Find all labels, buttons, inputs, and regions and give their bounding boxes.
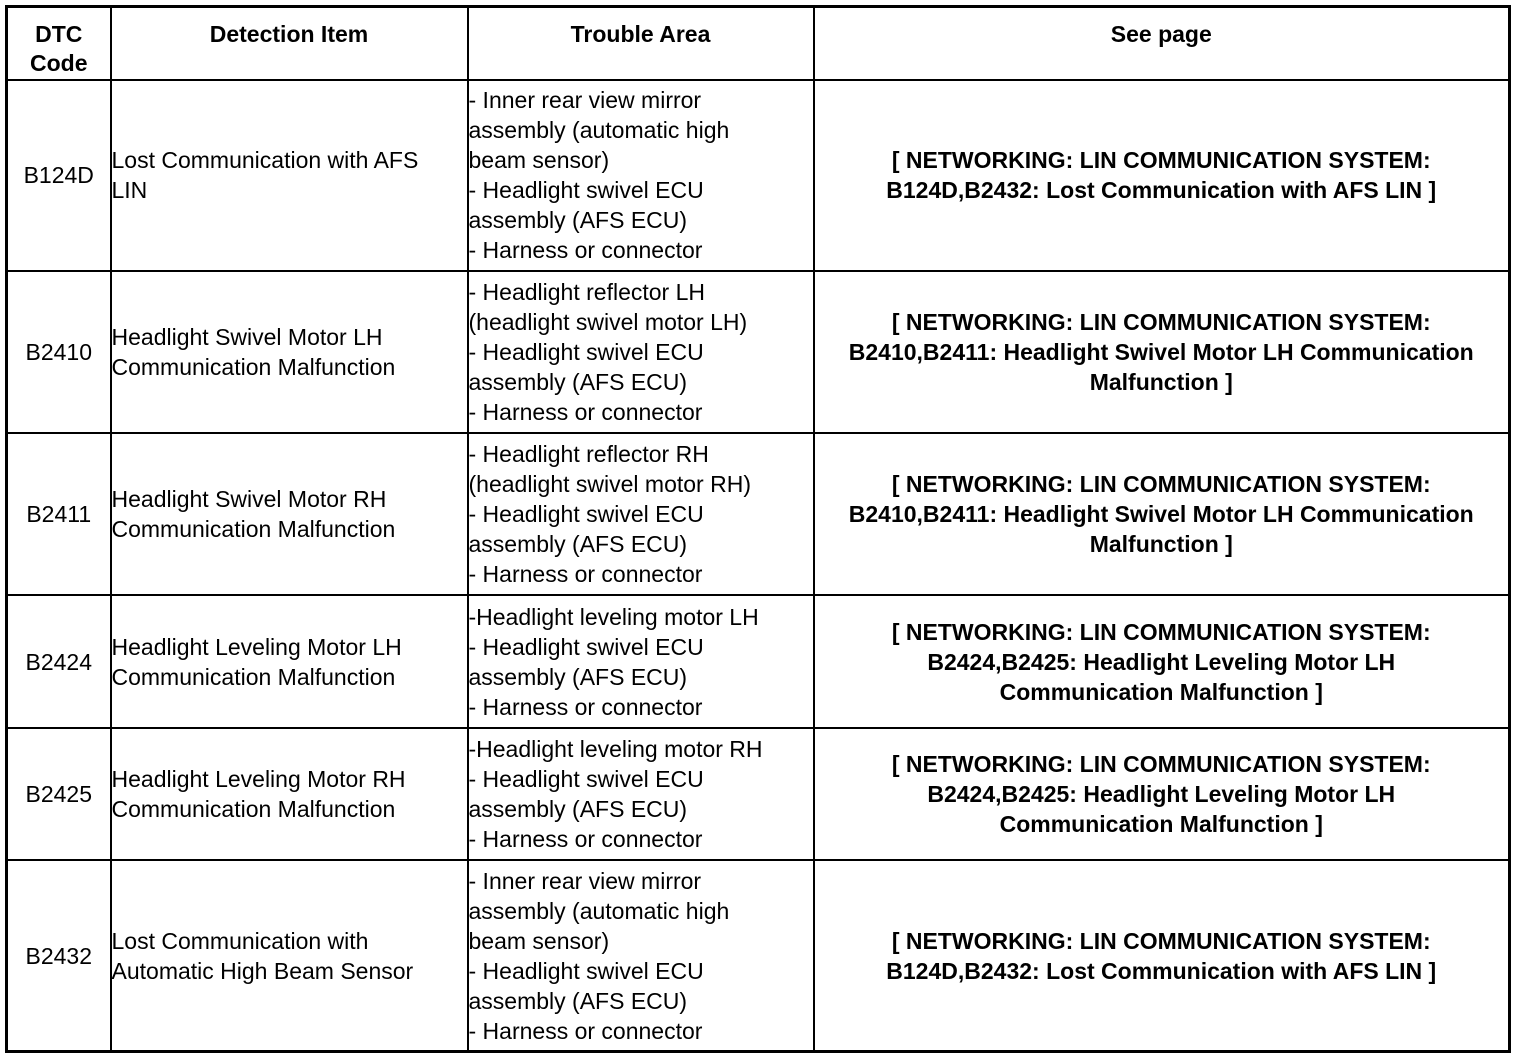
text-line: Headlight Leveling Motor RH [111, 766, 406, 793]
text-line: B124D,B2432: Lost Communication with AFS LIN ] [886, 177, 1437, 204]
trouble-area-cell [468, 860, 814, 1051]
text-line: Headlight Leveling Motor LH [111, 633, 402, 660]
detection-item-cell [111, 728, 468, 860]
table-row [7, 271, 1510, 433]
text-line: B2410,B2411: Headlight Swivel Motor LH Communication [848, 338, 1474, 365]
detection-item-cell [111, 595, 468, 728]
text-line: - Harness or connector [468, 560, 703, 587]
text-line: - Inner rear view mirror [468, 87, 702, 114]
text-line: (headlight swivel motor LH) [468, 308, 748, 335]
text-line: assembly (AFS ECU) [468, 663, 688, 690]
trouble-area-cell [468, 271, 814, 433]
text-line: beam sensor) [468, 147, 610, 174]
detection-item-cell [111, 860, 468, 1051]
detection-item-cell [111, 433, 468, 595]
table-row [7, 433, 1510, 595]
text-line: [ NETWORKING: LIN COMMUNICATION SYSTEM: [891, 470, 1431, 497]
text-line: - Headlight swivel ECU [468, 766, 704, 793]
text-line: - Headlight swivel ECU [468, 500, 704, 527]
dtc-code-cell: B2410 [7, 271, 111, 433]
text-line: - Harness or connector [468, 1017, 703, 1044]
text-line: [ NETWORKING: LIN COMMUNICATION SYSTEM: [891, 618, 1431, 645]
header-detection-item: Detection Item [111, 7, 468, 80]
text-line: Automatic High Beam Sensor [111, 957, 414, 984]
text-line: Communication Malfunction [111, 353, 396, 380]
text-line: - Headlight reflector RH [468, 440, 709, 467]
text-line: [ NETWORKING: LIN COMMUNICATION SYSTEM: [891, 927, 1431, 954]
text-line: assembly (automatic high [468, 897, 730, 924]
text-line: - Harness or connector [468, 826, 703, 853]
trouble-area-cell [468, 80, 814, 271]
text-line: - Harness or connector [468, 398, 703, 425]
text-line: B2424,B2425: Headlight Leveling Motor LH [927, 648, 1396, 675]
text-line: - Inner rear view mirror [468, 867, 702, 894]
text-line: [ NETWORKING: LIN COMMUNICATION SYSTEM: [891, 308, 1431, 335]
trouble-area-cell [468, 728, 814, 860]
header-see-page: See page [814, 7, 1510, 80]
text-line: Communication Malfunction ] [999, 811, 1323, 838]
header-trouble-area: Trouble Area [468, 7, 814, 80]
dtc-code-cell: B2424 [7, 595, 111, 728]
table-row [7, 595, 1510, 728]
trouble-area-cell [468, 433, 814, 595]
text-line: - Harness or connector [468, 237, 703, 264]
text-line: assembly (AFS ECU) [468, 796, 688, 823]
text-line: Headlight Swivel Motor RH [111, 485, 387, 512]
text-line: Malfunction ] [1089, 368, 1233, 395]
header-dtc-code [7, 7, 111, 80]
text-line: assembly (AFS ECU) [468, 987, 688, 1014]
text-line: beam sensor) [468, 927, 610, 954]
text-line: - Headlight swivel ECU [468, 957, 704, 984]
text-line: Communication Malfunction [111, 796, 396, 823]
text-line: Lost Communication with [111, 927, 369, 954]
table-row [7, 728, 1510, 860]
trouble-area-cell [468, 595, 814, 728]
text-line: - Headlight reflector LH [468, 278, 705, 305]
header-label: DTC Code [30, 21, 88, 76]
text-line: -Headlight leveling motor LH [468, 603, 759, 630]
text-line: -Headlight leveling motor RH [468, 736, 763, 763]
detection-item-cell [111, 80, 468, 271]
see-page-link[interactable] [814, 860, 1510, 1051]
text-line: B2424,B2425: Headlight Leveling Motor LH [927, 781, 1396, 808]
see-page-link[interactable] [814, 433, 1510, 595]
text-line: assembly (automatic high [468, 117, 730, 144]
see-page-link[interactable] [814, 271, 1510, 433]
text-line: assembly (AFS ECU) [468, 207, 688, 234]
dtc-code-cell: B124D [7, 80, 111, 271]
table-row [7, 860, 1510, 1051]
dtc-table [5, 5, 1511, 1053]
text-line: assembly (AFS ECU) [468, 530, 688, 557]
text-line: [ NETWORKING: LIN COMMUNICATION SYSTEM: [891, 751, 1431, 778]
see-page-link[interactable] [814, 80, 1510, 271]
text-line: Communication Malfunction [111, 663, 396, 690]
text-line: [ NETWORKING: LIN COMMUNICATION SYSTEM: [891, 147, 1431, 174]
text-line: LIN [111, 177, 148, 204]
text-line: Headlight Swivel Motor LH [111, 323, 383, 350]
dtc-code-cell: B2411 [7, 433, 111, 595]
text-line: assembly (AFS ECU) [468, 368, 688, 395]
text-line: Communication Malfunction ] [999, 678, 1323, 705]
see-page-link[interactable] [814, 595, 1510, 728]
table-row [7, 80, 1510, 271]
see-page-link[interactable] [814, 728, 1510, 860]
text-line: Malfunction ] [1089, 530, 1233, 557]
text-line: (headlight swivel motor RH) [468, 470, 751, 497]
detection-item-cell [111, 271, 468, 433]
dtc-code-cell: B2432 [7, 860, 111, 1051]
text-line: - Headlight swivel ECU [468, 633, 704, 660]
text-line: - Harness or connector [468, 693, 703, 720]
dtc-code-cell: B2425 [7, 728, 111, 860]
text-line: B124D,B2432: Lost Communication with AFS LIN ] [886, 957, 1437, 984]
text-line: - Headlight swivel ECU [468, 338, 704, 365]
text-line: Communication Malfunction [111, 515, 396, 542]
text-line: B2410,B2411: Headlight Swivel Motor LH Communication [848, 500, 1474, 527]
text-line: Lost Communication with AFS [111, 147, 419, 174]
text-line: - Headlight swivel ECU [468, 177, 704, 204]
header-row [7, 7, 1510, 80]
